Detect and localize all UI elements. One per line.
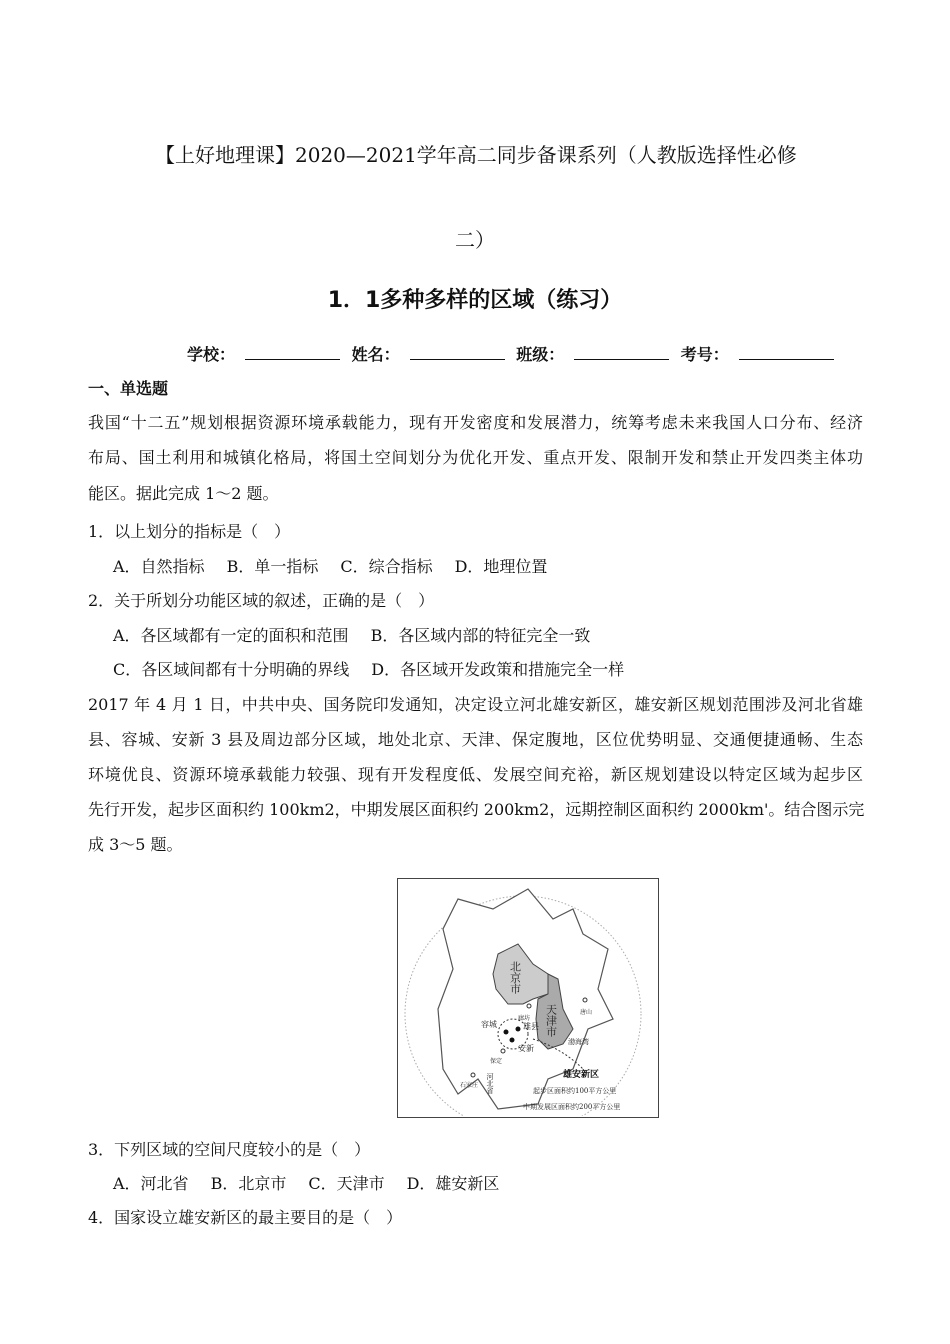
option-a[interactable]: A．河北省 bbox=[113, 1174, 189, 1193]
label-tianjin: 天津市 bbox=[544, 1004, 558, 1037]
question-3-stem: 3．下列区域的空间尺度较小的是（ ） bbox=[88, 1140, 371, 1159]
label-anxin: 安新 bbox=[518, 1044, 534, 1053]
document-title: 【上好地理课】2020—2021学年高二同步备课系列（人教版选择性必修 bbox=[155, 143, 797, 167]
question-3-options bbox=[113, 1174, 521, 1194]
option-c[interactable]: C．天津市 bbox=[308, 1174, 385, 1193]
passage1-line: 布局、国土利用和城镇化格局，将国土空间划分为优化开发、重点开发、限制开发和禁止开发四类主体功 bbox=[88, 448, 863, 467]
passage2-line: 环境优良、资源环境承载能力较强、现有开发程度低、发展空间充裕，新区规划建设以特定区域为起步区 bbox=[88, 765, 863, 784]
section-heading: 一、单选题 bbox=[88, 379, 169, 398]
number-label: 考号： bbox=[680, 345, 729, 364]
label-langfang: 廊坊 bbox=[518, 1015, 531, 1022]
option-a[interactable]: A．各区域都有一定的面积和范围 bbox=[113, 626, 349, 645]
passage2-line: 先行开发，起步区面积约 100km2，中期发展区面积约 200km2，远期控制区面积约 2000km'。结合图示完 bbox=[88, 800, 865, 819]
label-xiongxian: 雄县 bbox=[523, 1022, 539, 1031]
class-blank[interactable] bbox=[574, 343, 669, 360]
student-info-line bbox=[187, 343, 840, 365]
map-svg bbox=[398, 879, 657, 1116]
question-2-stem: 2．关于所划分功能区域的叙述，正确的是（ ） bbox=[88, 591, 435, 610]
passage2-line: 成 3～5 题。 bbox=[88, 835, 183, 854]
label-bohai: 渤海湾 bbox=[568, 1038, 589, 1046]
question-4-stem: 4．国家设立雄安新区的最主要目的是（ ） bbox=[88, 1208, 403, 1227]
label-hebei: 河北省 bbox=[486, 1073, 494, 1094]
option-b[interactable]: B．各区域内部的特征完全一致 bbox=[370, 626, 591, 645]
label-beijing: 北京市 bbox=[508, 961, 522, 994]
legend-start-area: 起步区面积约100平方公里 bbox=[533, 1087, 617, 1095]
document-title-continued: 二） bbox=[455, 228, 495, 252]
question-1-stem: 1．以上划分的指标是（ ） bbox=[88, 522, 291, 541]
label-tangshan: 唐山 bbox=[580, 1009, 593, 1016]
label-shijiazhuang: 石家庄 bbox=[460, 1082, 479, 1089]
option-a[interactable]: A．自然指标 bbox=[113, 557, 205, 576]
option-b[interactable]: B．北京市 bbox=[210, 1174, 287, 1193]
question-1-options bbox=[113, 557, 569, 577]
option-c[interactable]: C．各区域间都有十分明确的界线 bbox=[113, 660, 350, 679]
school-blank[interactable] bbox=[245, 343, 340, 360]
document-subtitle: 1．1多种多样的区域（练习） bbox=[327, 288, 623, 313]
label-rongcheng: 容城 bbox=[481, 1020, 497, 1029]
name-blank[interactable] bbox=[410, 343, 505, 360]
number-blank[interactable] bbox=[739, 343, 834, 360]
question-2-options-row1 bbox=[113, 626, 612, 646]
question-2-options-row2 bbox=[113, 660, 646, 680]
label-xiongan: 雄安新区 bbox=[563, 1070, 600, 1080]
option-d[interactable]: D．各区域开发政策和措施完全一样 bbox=[371, 660, 625, 679]
school-label: 学校： bbox=[187, 345, 236, 364]
passage2-line: 县、容城、安新 3 县及周边部分区域，地处北京、天津、保定腹地，区位优势明显、交通便捷通畅、生态 bbox=[88, 730, 863, 749]
option-c[interactable]: C．综合指标 bbox=[340, 557, 433, 576]
option-b[interactable]: B．单一指标 bbox=[226, 557, 319, 576]
option-d[interactable]: D．雄安新区 bbox=[406, 1174, 500, 1193]
passage1-line: 能区。据此完成 1～2 题。 bbox=[88, 484, 279, 503]
legend-mid-area: 中期发展区面积约200平方公里 bbox=[523, 1103, 621, 1111]
xiongan-map-figure bbox=[397, 878, 659, 1118]
name-label: 姓名： bbox=[351, 345, 400, 364]
passage2-line: 2017 年 4 月 1 日，中共中央、国务院印发通知，决定设立河北雄安新区，雄安新区规划范围涉及河北省雄 bbox=[88, 695, 863, 714]
label-baoding: 保定 bbox=[490, 1058, 503, 1065]
option-d[interactable]: D．地理位置 bbox=[454, 557, 548, 576]
class-label: 班级： bbox=[516, 345, 565, 364]
passage1-line: 我国“十二五”规划根据资源环境承载能力，现有开发密度和发展潜力，统筹考虑未来我国人口分布、经济 bbox=[88, 413, 863, 432]
